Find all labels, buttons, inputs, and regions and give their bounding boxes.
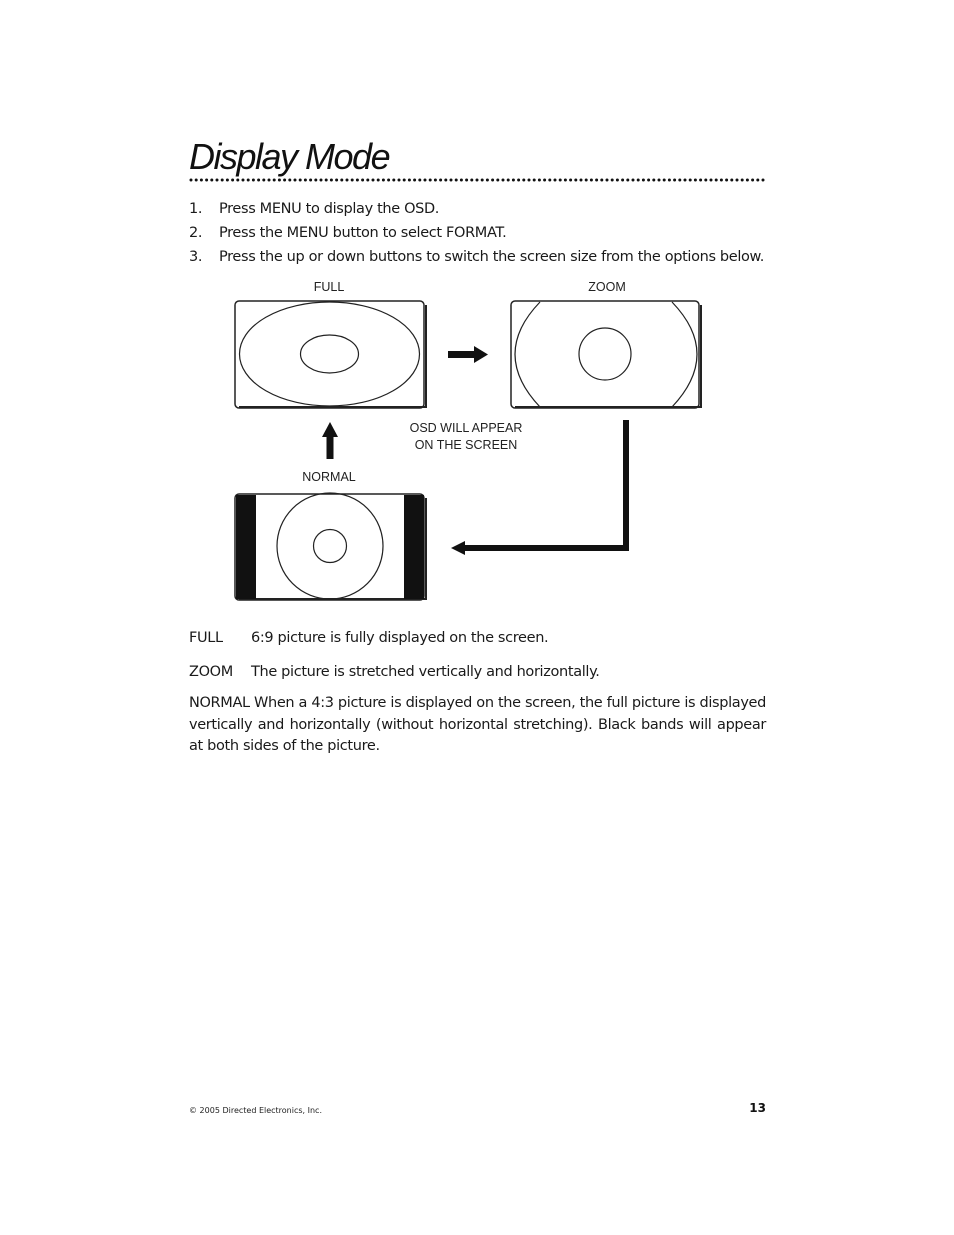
step-item <box>189 198 779 222</box>
normal-label: NORMAL <box>302 470 356 484</box>
page-title: Display Mode <box>189 136 390 177</box>
step-text: Press the MENU button to select FORMAT. <box>219 225 507 241</box>
page-number: 13 <box>749 1101 766 1115</box>
arrow-normal-to-full <box>322 422 338 459</box>
zoom-label: ZOOM <box>588 280 626 294</box>
step-number: 3. <box>189 249 203 265</box>
step-item <box>189 222 779 246</box>
normal-screen-illustration <box>235 493 426 600</box>
full-screen-illustration <box>235 301 426 408</box>
normal-description: NORMAL When a 4:3 picture is displayed on the screen, the full picture is displayed vertically and horizontally (without horizontal stretching). Black bands will appear at both sides of the picture. <box>189 695 766 754</box>
step-text: Press the up or down buttons to switch the screen size from the options below. <box>219 249 764 265</box>
definition-zoom <box>189 661 600 683</box>
title-dotted-rule <box>189 177 766 183</box>
step-text: Press MENU to display the OSD. <box>219 201 440 217</box>
step-item <box>189 246 779 270</box>
steps-list <box>189 198 779 270</box>
display-mode-diagram <box>225 275 715 610</box>
definition-term: ZOOM <box>189 664 233 680</box>
definition-full <box>189 627 548 649</box>
definition-text: 6:9 picture is fully displayed on the screen. <box>251 630 549 646</box>
step-number: 2. <box>189 225 203 241</box>
step-number: 1. <box>189 201 203 217</box>
definition-text: The picture is stretched vertically and horizontally. <box>251 664 600 680</box>
osd-note-line1: OSD WILL APPEAR <box>409 421 523 435</box>
definition-term: FULL <box>189 630 223 646</box>
zoom-screen-illustration <box>511 301 701 408</box>
copyright-notice: © 2005 Directed Electronics, Inc. <box>189 1106 322 1115</box>
osd-note-line2: ON THE SCREEN <box>414 438 518 452</box>
full-label: FULL <box>313 280 345 294</box>
arrow-full-to-zoom <box>448 346 488 363</box>
